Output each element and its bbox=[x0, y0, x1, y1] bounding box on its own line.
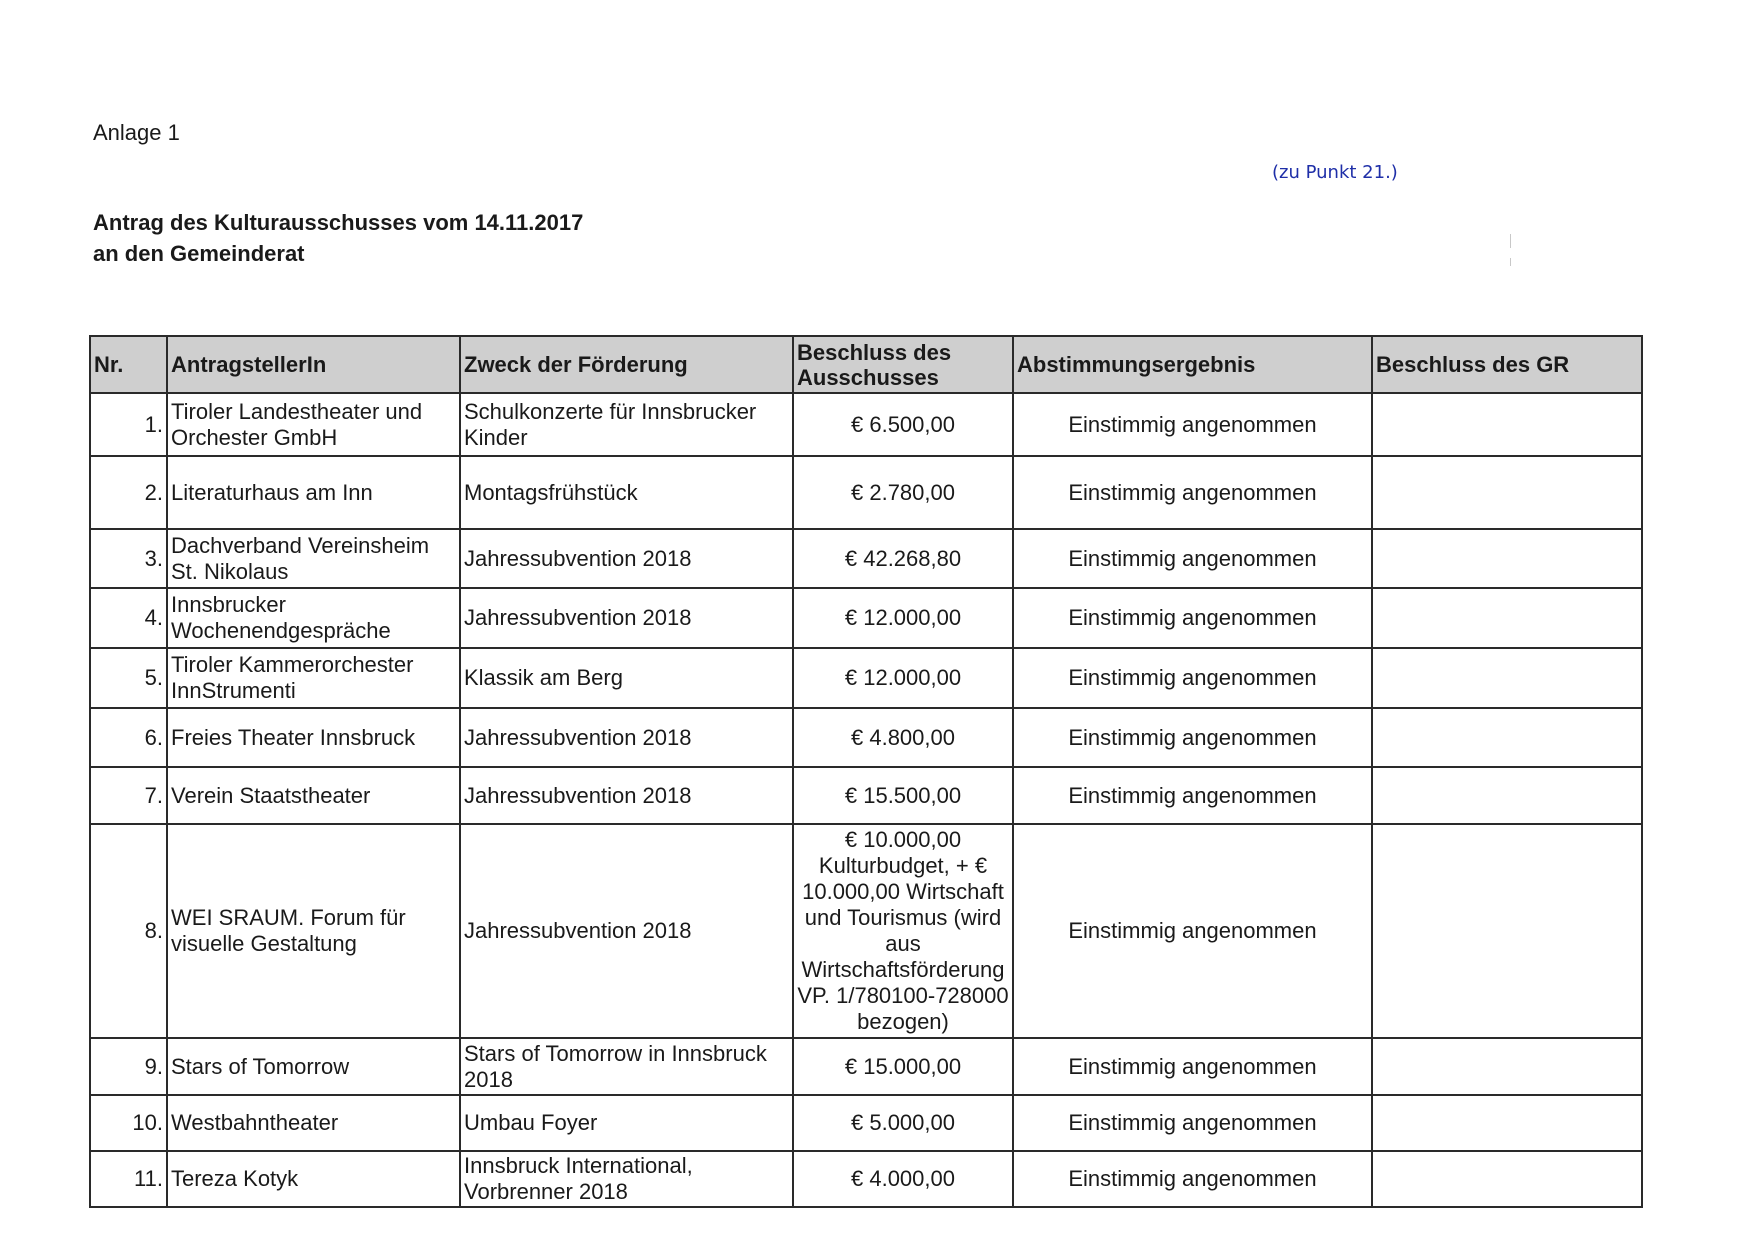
row-amount: € 4.000,00 bbox=[793, 1151, 1013, 1207]
row-result: Einstimmig angenommen bbox=[1013, 767, 1372, 824]
column-header-nr: Nr. bbox=[90, 336, 167, 393]
row-council-decision bbox=[1372, 588, 1642, 648]
row-amount: € 42.268,80 bbox=[793, 529, 1013, 588]
row-amount: € 10.000,00 Kulturbudget, + € 10.000,00 Wirtschaft und Tourismus (wird aus Wirtschaftsförderung VP. 1/780100-728000 bezogen) bbox=[793, 824, 1013, 1038]
row-applicant: Verein Staatstheater bbox=[167, 767, 460, 824]
title-line-1: Antrag des Kulturausschusses vom 14.11.2017 bbox=[93, 210, 584, 235]
row-amount: € 6.500,00 bbox=[793, 393, 1013, 456]
scan-mark bbox=[1510, 258, 1511, 266]
attachment-label: Anlage 1 bbox=[93, 120, 180, 145]
column-header-council-decision: Beschluss des GR bbox=[1372, 336, 1642, 393]
row-purpose: Jahressubvention 2018 bbox=[460, 588, 793, 648]
row-purpose: Jahressubvention 2018 bbox=[460, 529, 793, 588]
table-header-row bbox=[90, 336, 1642, 393]
row-nr: 3. bbox=[90, 529, 167, 588]
row-applicant: Innsbrucker Wochenendgespräche bbox=[167, 588, 460, 648]
row-amount: € 15.500,00 bbox=[793, 767, 1013, 824]
row-applicant: Tiroler Landestheater und Orchester GmbH bbox=[167, 393, 460, 456]
row-council-decision bbox=[1372, 393, 1642, 456]
row-applicant: Literaturhaus am Inn bbox=[167, 456, 460, 529]
row-applicant: Stars of Tomorrow bbox=[167, 1038, 460, 1095]
row-council-decision bbox=[1372, 456, 1642, 529]
column-header-purpose: Zweck der Förderung bbox=[460, 336, 793, 393]
row-nr: 11. bbox=[90, 1151, 167, 1207]
row-applicant: Freies Theater Innsbruck bbox=[167, 708, 460, 767]
row-applicant: Dachverband Vereinsheim St. Nikolaus bbox=[167, 529, 460, 588]
row-result: Einstimmig angenommen bbox=[1013, 1095, 1372, 1151]
row-result: Einstimmig angenommen bbox=[1013, 648, 1372, 708]
row-council-decision bbox=[1372, 1038, 1642, 1095]
row-result: Einstimmig angenommen bbox=[1013, 708, 1372, 767]
row-purpose: Jahressubvention 2018 bbox=[460, 824, 793, 1038]
row-applicant: Tereza Kotyk bbox=[167, 1151, 460, 1207]
row-result: Einstimmig angenommen bbox=[1013, 588, 1372, 648]
row-amount: € 4.800,00 bbox=[793, 708, 1013, 767]
table-row bbox=[90, 1095, 1642, 1151]
table-row bbox=[90, 529, 1642, 588]
row-council-decision bbox=[1372, 1095, 1642, 1151]
row-council-decision bbox=[1372, 1151, 1642, 1207]
row-nr: 9. bbox=[90, 1038, 167, 1095]
row-result: Einstimmig angenommen bbox=[1013, 529, 1372, 588]
table-row bbox=[90, 708, 1642, 767]
row-amount: € 2.780,00 bbox=[793, 456, 1013, 529]
row-nr: 2. bbox=[90, 456, 167, 529]
row-result: Einstimmig angenommen bbox=[1013, 824, 1372, 1038]
row-purpose: Umbau Foyer bbox=[460, 1095, 793, 1151]
row-council-decision bbox=[1372, 767, 1642, 824]
row-applicant: Tiroler Kammerorchester InnStrumenti bbox=[167, 648, 460, 708]
row-amount: € 12.000,00 bbox=[793, 588, 1013, 648]
row-purpose: Stars of Tomorrow in Innsbruck 2018 bbox=[460, 1038, 793, 1095]
row-nr: 1. bbox=[90, 393, 167, 456]
row-purpose: Schulkonzerte für Innsbrucker Kinder bbox=[460, 393, 793, 456]
row-council-decision bbox=[1372, 824, 1642, 1038]
table-row bbox=[90, 1038, 1642, 1095]
document-title bbox=[93, 207, 583, 269]
row-nr: 7. bbox=[90, 767, 167, 824]
table-row bbox=[90, 824, 1642, 1038]
row-nr: 8. bbox=[90, 824, 167, 1038]
row-result: Einstimmig angenommen bbox=[1013, 1038, 1372, 1095]
row-nr: 5. bbox=[90, 648, 167, 708]
row-purpose: Montagsfrühstück bbox=[460, 456, 793, 529]
row-applicant: Westbahntheater bbox=[167, 1095, 460, 1151]
row-amount: € 12.000,00 bbox=[793, 648, 1013, 708]
row-nr: 6. bbox=[90, 708, 167, 767]
row-council-decision bbox=[1372, 648, 1642, 708]
row-purpose: Klassik am Berg bbox=[460, 648, 793, 708]
row-result: Einstimmig angenommen bbox=[1013, 456, 1372, 529]
row-amount: € 5.000,00 bbox=[793, 1095, 1013, 1151]
table-row bbox=[90, 456, 1642, 529]
row-council-decision bbox=[1372, 529, 1642, 588]
row-purpose: Jahressubvention 2018 bbox=[460, 767, 793, 824]
row-nr: 4. bbox=[90, 588, 167, 648]
funding-table bbox=[89, 335, 1643, 1208]
agenda-item-reference: (zu Punkt 21.) bbox=[1272, 162, 1398, 183]
row-result: Einstimmig angenommen bbox=[1013, 1151, 1372, 1207]
scan-mark bbox=[1510, 234, 1511, 248]
column-header-committee-decision: Beschluss des Ausschusses bbox=[793, 336, 1013, 393]
column-header-vote-result: Abstimmungsergebnis bbox=[1013, 336, 1372, 393]
title-line-2: an den Gemeinderat bbox=[93, 241, 305, 266]
row-nr: 10. bbox=[90, 1095, 167, 1151]
row-applicant: WEI SRAUM. Forum für visuelle Gestaltung bbox=[167, 824, 460, 1038]
row-council-decision bbox=[1372, 708, 1642, 767]
table-row bbox=[90, 767, 1642, 824]
table-row bbox=[90, 393, 1642, 456]
table-row bbox=[90, 648, 1642, 708]
row-amount: € 15.000,00 bbox=[793, 1038, 1013, 1095]
row-purpose: Innsbruck International, Vorbrenner 2018 bbox=[460, 1151, 793, 1207]
column-header-applicant: AntragstellerIn bbox=[167, 336, 460, 393]
table-row bbox=[90, 1151, 1642, 1207]
row-purpose: Jahressubvention 2018 bbox=[460, 708, 793, 767]
row-result: Einstimmig angenommen bbox=[1013, 393, 1372, 456]
table-row bbox=[90, 588, 1642, 648]
